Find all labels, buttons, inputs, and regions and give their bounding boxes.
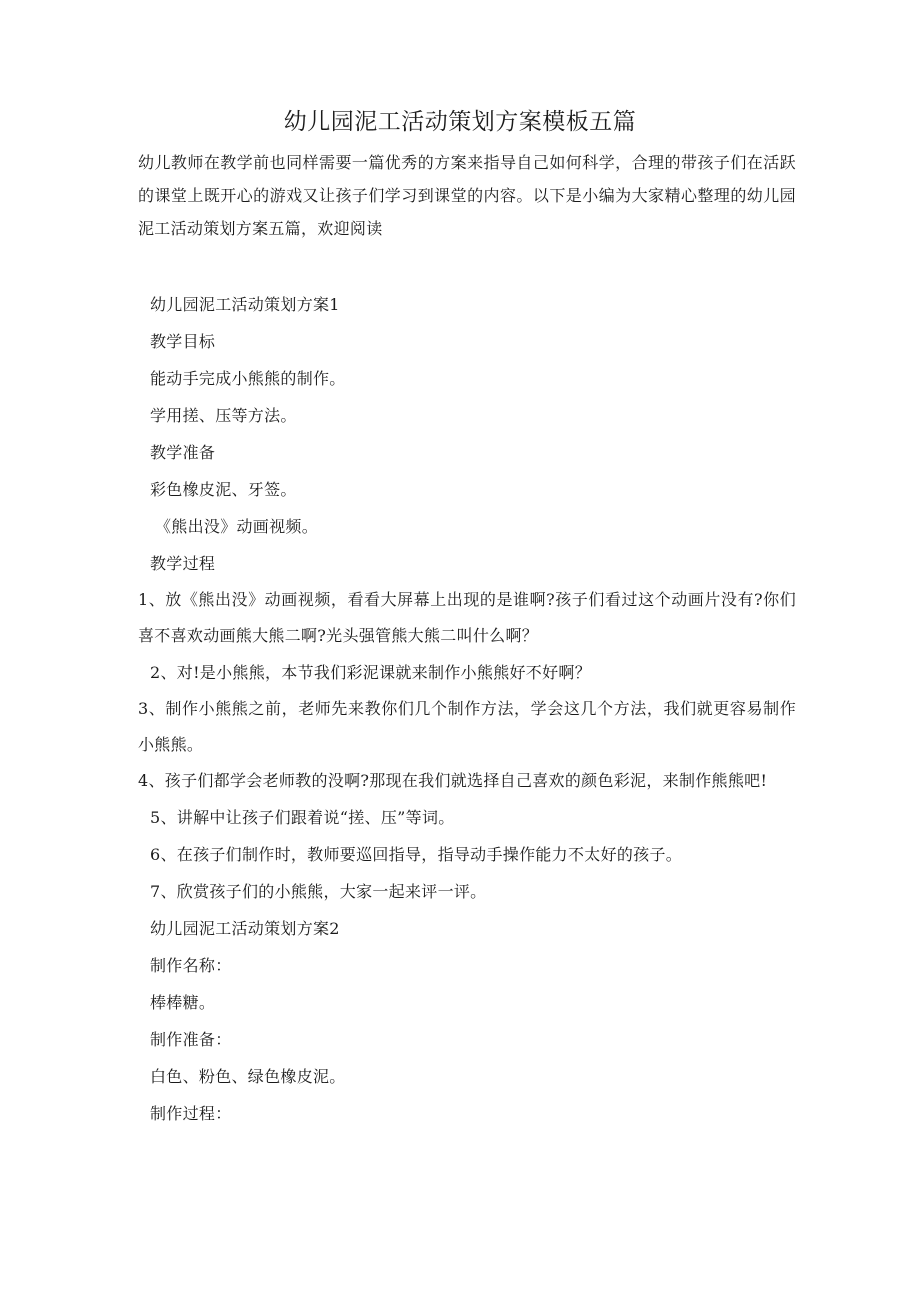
step-paragraph: 4、孩子们都学会老师教的没啊?那现在我们就选择自己喜欢的颜色彩泥，来制作熊熊吧!	[138, 771, 768, 790]
step-paragraph: 1、放《熊出没》动画视频，看看大屏幕上出现的是谁啊?孩子们看过这个动画片没有?你们喜不喜欢动画熊大熊二啊?光头强管熊大熊二叫什么啊？	[138, 590, 796, 645]
subheading: 教学准备	[150, 443, 216, 462]
paragraph: 彩色橡皮泥、牙签。	[150, 480, 297, 499]
step-paragraph: 2、对!是小熊熊，本节我们彩泥课就来制作小熊熊好不好啊？	[150, 663, 592, 682]
paragraph: 《熊出没》动画视频。	[155, 517, 319, 536]
subheading: 教学目标	[150, 332, 216, 351]
paragraph: 棒棒糖。	[150, 993, 216, 1012]
step-paragraph: 6、在孩子们制作时，教师要巡回指导，指导动手操作能力不太好的孩子。	[150, 845, 683, 864]
section-heading: 幼儿园泥工活动策划方案1	[150, 295, 340, 314]
section-heading: 幼儿园泥工活动策划方案2	[150, 919, 340, 938]
document-title: 幼儿园泥工活动策划方案模板五篇	[283, 109, 637, 135]
paragraph: 能动手完成小熊熊的制作。	[150, 369, 346, 388]
paragraph: 学用搓、压等方法。	[150, 406, 297, 425]
subheading: 教学过程	[150, 554, 216, 573]
step-paragraph: 3、制作小熊熊之前，老师先来教你们几个制作方法，学会这几个方法，我们就更容易制作小熊熊。	[138, 699, 796, 754]
intro-paragraph	[138, 146, 796, 245]
step-paragraph: 7、欣赏孩子们的小熊熊，大家一起来评一评。	[150, 882, 487, 901]
paragraph: 白色、粉色、绿色橡皮泥。	[150, 1067, 346, 1086]
document-body	[138, 286, 796, 1132]
subheading: 制作准备：	[150, 1030, 232, 1049]
subheading: 制作过程：	[150, 1104, 232, 1123]
intro-text: 幼儿教师在教学前也同样需要一篇优秀的方案来指导自己如何科学，合理的带孩子们在活跃的课堂上既开心的游戏又让孩子们学习到课堂的内容。以下是小编为大家精心整理的幼儿园泥工活动策划方案五篇，欢迎阅读	[138, 153, 796, 238]
step-paragraph: 5、讲解中让孩子们跟着说“搓、压”等词。	[150, 808, 455, 827]
subheading: 制作名称：	[150, 956, 232, 975]
